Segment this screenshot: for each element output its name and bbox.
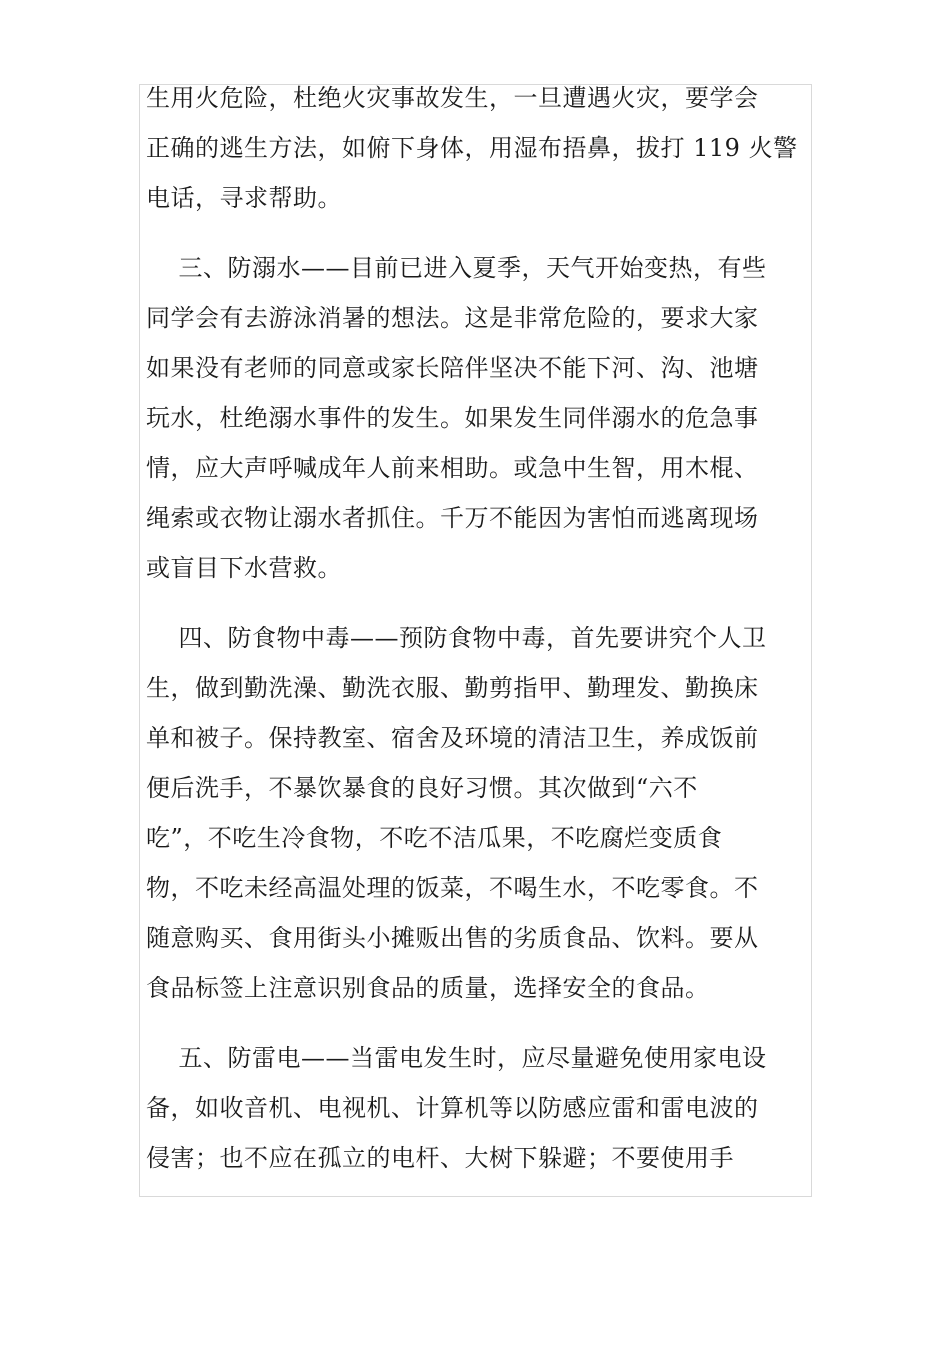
paragraph-line: 随意购买、食用街头小摊贩出售的劣质食品、饮料。要从 — [146, 924, 759, 952]
paragraph-line: 吃”，不吃生冷食物，不吃不洁瓜果，不吃腐烂变质食 — [146, 824, 723, 852]
paragraph-line: 备，如收音机、电视机、计算机等以防感应雷和雷电波的 — [146, 1094, 759, 1122]
paragraph-line: 生用火危险，杜绝火灾事故发生，一旦遭遇火灾，要学会 — [146, 84, 759, 112]
paragraph-line: 食品标签上注意识别食品的质量，选择安全的食品。 — [146, 974, 710, 1002]
paragraph-line: 侵害；也不应在孤立的电杆、大树下躲避；不要使用手 — [146, 1144, 734, 1172]
paragraph-line: 单和被子。保持教室、宿舍及环境的清洁卫生，养成饭前 — [146, 724, 759, 752]
paragraph-gap — [146, 223, 826, 243]
paragraph-gap — [146, 1013, 826, 1033]
paragraph-line: 情，应大声呼喊成年人前来相助。或急中生智，用木棍、 — [146, 454, 759, 482]
paragraph-gap — [146, 593, 826, 613]
paragraph-line: 四、防食物中毒——预防食物中毒，首先要讲究个人卫 — [146, 624, 767, 652]
document-body — [146, 73, 826, 1183]
paragraph-line: 同学会有去游泳消暑的想法。这是非常危险的，要求大家 — [146, 304, 759, 332]
paragraph-line: 生，做到勤洗澡、勤洗衣服、勤剪指甲、勤理发、勤换床 — [146, 674, 759, 702]
paragraph-line: 便后洗手，不暴饮暴食的良好习惯。其次做到“六不 — [146, 774, 698, 802]
paragraph-line: 五、防雷电——当雷电发生时，应尽量避免使用家电设 — [146, 1044, 767, 1072]
paragraph-line: 物，不吃未经高温处理的饭菜，不喝生水，不吃零食。不 — [146, 874, 759, 902]
paragraph-line: 正确的逃生方法，如俯下身体，用湿布捂鼻，拔打 119 火警 — [146, 134, 798, 162]
paragraph-line: 电话，寻求帮助。 — [146, 184, 342, 212]
paragraph-line: 玩水，杜绝溺水事件的发生。如果发生同伴溺水的危急事 — [146, 404, 759, 432]
paragraph-line: 三、防溺水——目前已进入夏季，天气开始变热，有些 — [146, 254, 767, 282]
paragraph-line: 绳索或衣物让溺水者抓住。千万不能因为害怕而逃离现场 — [146, 504, 759, 532]
paragraph-line: 或盲目下水营救。 — [146, 554, 342, 582]
paragraph-line: 如果没有老师的同意或家长陪伴坚决不能下河、沟、池塘 — [146, 354, 759, 382]
